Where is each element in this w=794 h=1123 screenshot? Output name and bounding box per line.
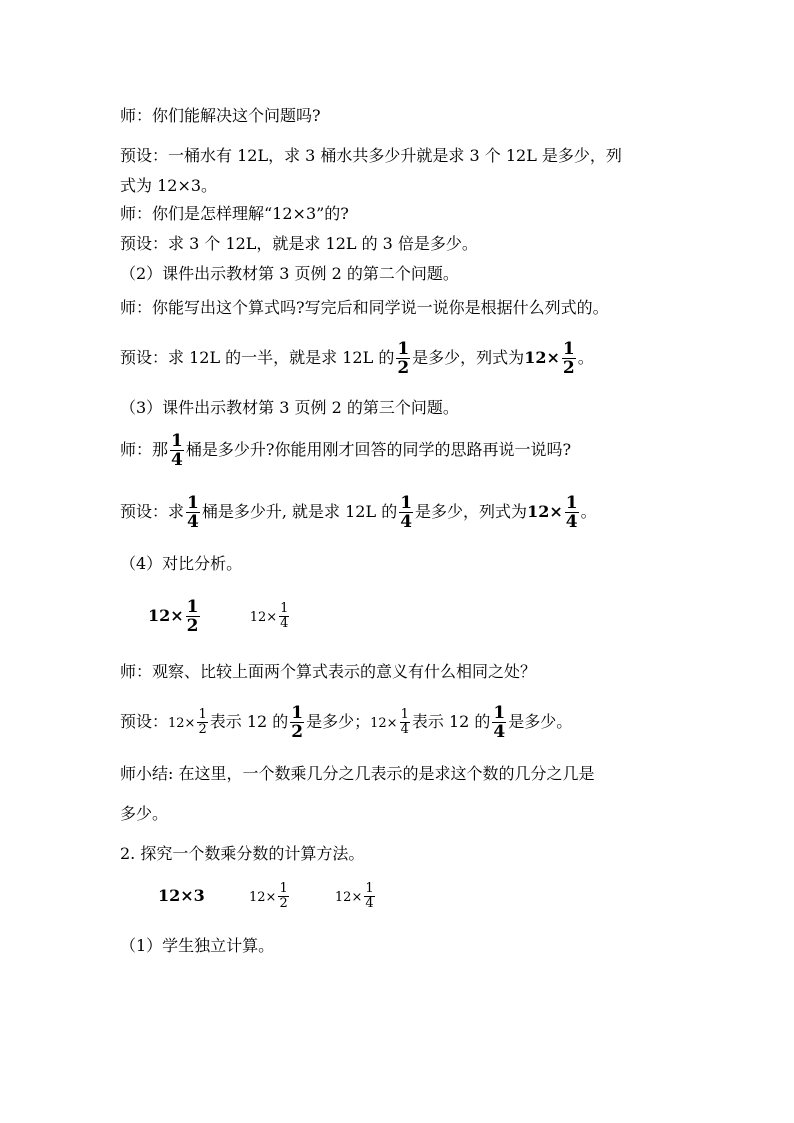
section-2-heading: 2. 探究一个数乘分数的计算方法。 (120, 844, 365, 863)
numerator: 1 (562, 339, 575, 359)
preset-answer-2: 预设：求 3 个 12L，就是求 12L 的 3 倍是多少。 (120, 234, 478, 253)
expression-prefix: 12× (334, 890, 363, 905)
expression-12x3: 12×3 (158, 886, 205, 905)
text-segment: 师：那 (120, 440, 169, 459)
fraction-one-half (562, 340, 576, 377)
numerator: 1 (565, 493, 578, 513)
preset-answer-1-cont: 式为 12×3。 (120, 176, 218, 195)
fraction-one-half (278, 882, 288, 911)
text-segment: 是多少，列式为 (415, 502, 528, 521)
fraction-one-half (290, 704, 304, 741)
teacher-question-4 (120, 426, 571, 474)
denominator: 4 (400, 722, 409, 737)
denominator: 2 (562, 358, 575, 378)
calculation-expressions (158, 872, 377, 920)
teacher-question-5: 师：观察、比较上面两个算式表示的意义有什么相同之处？ (120, 662, 537, 681)
numerator: 1 (400, 707, 409, 722)
denominator: 4 (280, 616, 289, 631)
fraction-one-half (396, 340, 410, 377)
text-segment: 表示 12 的 (411, 712, 491, 731)
fraction-one-quarter (170, 432, 184, 469)
fraction-one-quarter (364, 882, 374, 911)
expression-prefix: 12× (249, 610, 278, 625)
numerator: 1 (171, 431, 183, 451)
fraction-one-quarter (279, 602, 289, 631)
comparison-expressions (148, 592, 291, 640)
teacher-summary-cont: 多少。 (120, 804, 169, 823)
numerator: 1 (187, 493, 199, 513)
step-4-heading: （4）对比分析。 (120, 554, 243, 573)
text-segment: 桶是多少升, 就是求 12L 的 (201, 502, 398, 521)
denominator: 4 (493, 722, 506, 742)
denominator: 4 (400, 512, 413, 532)
preset-answer-3 (120, 334, 594, 382)
expression-prefix: 12× (148, 606, 184, 625)
text-segment: 预设： (120, 712, 169, 731)
denominator: 4 (365, 896, 374, 911)
numerator: 1 (397, 339, 410, 359)
text-segment: 。 (580, 502, 597, 521)
step-1-heading: （1）学生独立计算。 (120, 936, 275, 955)
teacher-question-2: 师：你们是怎样理解“12×3”的? (120, 204, 349, 223)
text-segment: 是多少，列式为 (412, 348, 525, 367)
denominator: 2 (198, 722, 207, 737)
text-segment: 表示 12 的 (209, 712, 289, 731)
denominator: 4 (565, 512, 578, 532)
preset-answer-1: 预设：一桶水有 12L，求 3 桶水共多少升就是求 3 个 12L 是多少，列 (120, 146, 622, 165)
step-2-heading: （2）课件出示教材第 3 页例 2 的第二个问题。 (120, 264, 459, 283)
numerator: 1 (280, 601, 289, 616)
fraction-one-quarter (399, 494, 413, 531)
fraction-one-quarter (492, 704, 506, 741)
denominator: 2 (279, 896, 288, 911)
numerator: 1 (279, 881, 288, 896)
text-segment: 预设：求 (120, 502, 185, 521)
preset-answer-4 (120, 488, 597, 536)
text-segment: 是多少； (306, 712, 371, 731)
text-segment: 是多少。 (508, 712, 573, 731)
expression-prefix: 12× (370, 716, 398, 731)
numerator: 1 (291, 703, 304, 723)
fraction-one-half (186, 598, 200, 635)
denominator: 2 (186, 616, 199, 636)
expression-prefix: 12× (168, 716, 196, 731)
teacher-question-1: 师：你们能解决这个问题吗? (120, 106, 321, 125)
teacher-question-3: 师：你能写出这个算式吗?写完后和同学说一说你是根据什么列式的。 (120, 298, 609, 317)
denominator: 4 (171, 450, 183, 470)
numerator: 1 (493, 703, 506, 723)
preset-answer-5 (120, 698, 572, 746)
denominator: 2 (291, 722, 304, 742)
denominator: 2 (397, 358, 410, 378)
expression-prefix: 12× (524, 348, 560, 367)
numerator: 1 (365, 881, 374, 896)
fraction-one-quarter (400, 708, 410, 737)
teacher-summary: 师小结: 在这里，一个数乘几分之几表示的是求这个数的几分之几是 (120, 764, 595, 783)
expression-prefix: 12× (249, 890, 277, 905)
text-segment: 。 (577, 348, 594, 367)
numerator: 1 (198, 707, 207, 722)
fraction-one-quarter (565, 494, 579, 531)
fraction-one-quarter (186, 494, 200, 531)
text-segment: 桶是多少升?你能用刚才回答的同学的思路再说一说吗? (185, 440, 572, 459)
expression-prefix: 12× (527, 502, 563, 521)
fraction-one-half (197, 708, 207, 737)
step-3-heading: （3）课件出示教材第 3 页例 2 的第三个问题。 (120, 398, 459, 417)
numerator: 1 (400, 493, 413, 513)
numerator: 1 (186, 597, 199, 617)
denominator: 4 (187, 512, 199, 532)
text-segment: 预设：求 12L 的一半，就是求 12L 的 (120, 348, 395, 367)
